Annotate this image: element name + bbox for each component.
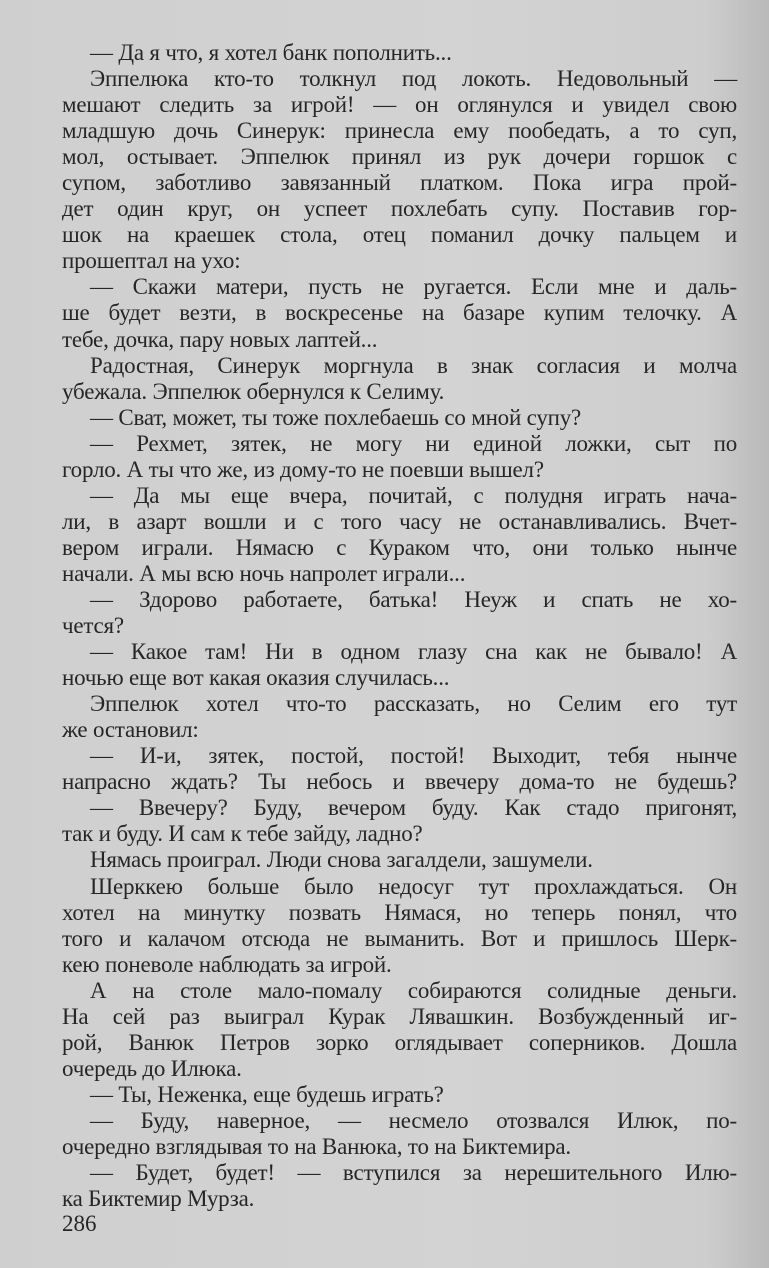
text-line: тебе, дочка, пару новых лаптей... <box>62 326 378 352</box>
page-body-text <box>62 40 737 1212</box>
text-line: же остановил: <box>62 717 199 743</box>
text-line: — Да мы еще вчера, почитай, с полудня играть нача- <box>90 482 737 508</box>
text-line: очередь до Илюка. <box>62 1055 242 1081</box>
text-line: так и буду. И сам к тебе зайду, ладно? <box>62 821 423 847</box>
text-line: кею поневоле наблюдать за игрой. <box>62 951 392 977</box>
text-line: — Скажи матери, пусть не ругается. Если мне и даль- <box>90 274 737 300</box>
text-line: — Сват, может, ты тоже похлебаешь со мной супу? <box>90 404 582 430</box>
text-line: начали. А мы всю ночь напролет играли... <box>62 560 466 586</box>
text-line: На сей раз выиграл Курак Лявашкин. Возбужденный иг- <box>62 1003 737 1029</box>
text-line: Эппелюк хотел что-то рассказать, но Селим его тут <box>90 691 737 717</box>
text-line: — Рехмет, зятек, не могу ни единой ложки, сыт по <box>90 430 737 456</box>
text-line: мешают следить за игрой! — он оглянулся и увидел свою <box>62 92 737 118</box>
text-line: вером играли. Нямасю с Кураком что, они только нынче <box>62 534 737 560</box>
text-line: ночью еще вот какая оказия случилась... <box>62 665 450 691</box>
text-line: — Какое там! Ни в одном глазу сна как не бывало! А <box>90 639 737 665</box>
text-line: шок на краешек стола, отец поманил дочку пальцем и <box>62 222 737 248</box>
text-line: — И-и, зятек, постой, постой! Выходит, тебя нынче <box>90 743 737 769</box>
text-line: Эппелюка кто-то толкнул под локоть. Недовольный — <box>90 66 737 92</box>
text-line: — Будет, будет! — вступился за нерешительного Илю- <box>90 1160 737 1186</box>
text-line: Нямась проиграл. Люди снова загалдели, зашумели. <box>90 847 593 873</box>
text-line: мол, остывает. Эппелюк принял из рук дочери горшок с <box>62 144 737 170</box>
text-line: рой, Ванюк Петров зорко оглядывает соперников. Дошла <box>62 1029 737 1055</box>
text-line: хотел на минутку позвать Нямася, но теперь понял, что <box>62 899 737 925</box>
text-line: очередно взглядывая то на Ванюка, то на Биктемира. <box>62 1133 571 1159</box>
text-line: ше будет везти, в воскресенье на базаре купим телочку. А <box>62 300 737 326</box>
text-line: ка Биктемир Мурза. <box>62 1186 255 1212</box>
text-line: — Да я что, я хотел банк пополнить... <box>90 40 452 65</box>
text-line: — Буду, наверное, — несмело отозвался Илюк, по- <box>90 1107 737 1133</box>
text-line: — Здорово работаете, батька! Неуж и спать не хо- <box>90 586 737 612</box>
text-line: А на столе мало-помалу собираются солидные деньги. <box>90 977 737 1003</box>
text-line: того и калачом отсюда не выманить. Вот и пришлось Шерк- <box>62 925 737 951</box>
page-number: 286 <box>62 1211 97 1236</box>
text-line: Радостная, Синерук моргнула в знак согласия и молча <box>90 352 737 378</box>
text-line: младшую дочь Синерук: принесла ему пообедать, а то суп, <box>62 118 737 144</box>
text-line: дет один круг, он успеет похлебать супу. Поставив гор- <box>62 196 737 222</box>
text-line: убежала. Эппелюк обернулся к Селиму. <box>62 378 445 404</box>
text-line: супом, заботливо завязанный платком. Пока игра прой- <box>62 170 737 196</box>
text-line: прошептал на ухо: <box>62 248 241 274</box>
text-line: Шерккею больше было недосуг тут прохлаждаться. Он <box>90 873 737 899</box>
text-line: — Ввечеру? Буду, вечером буду. Как стадо пригонят, <box>90 795 737 821</box>
text-line: чется? <box>62 613 124 639</box>
text-line: ли, в азарт вошли и с того часу не останавливались. Вчет- <box>62 508 737 534</box>
text-line: напрасно ждать? Ты небось и ввечеру дома-то не будешь? <box>62 769 737 795</box>
text-line: горло. А ты что же, из дому-то не поевши вышел? <box>62 456 544 482</box>
text-line: — Ты, Неженка, еще будешь играть? <box>90 1081 444 1107</box>
